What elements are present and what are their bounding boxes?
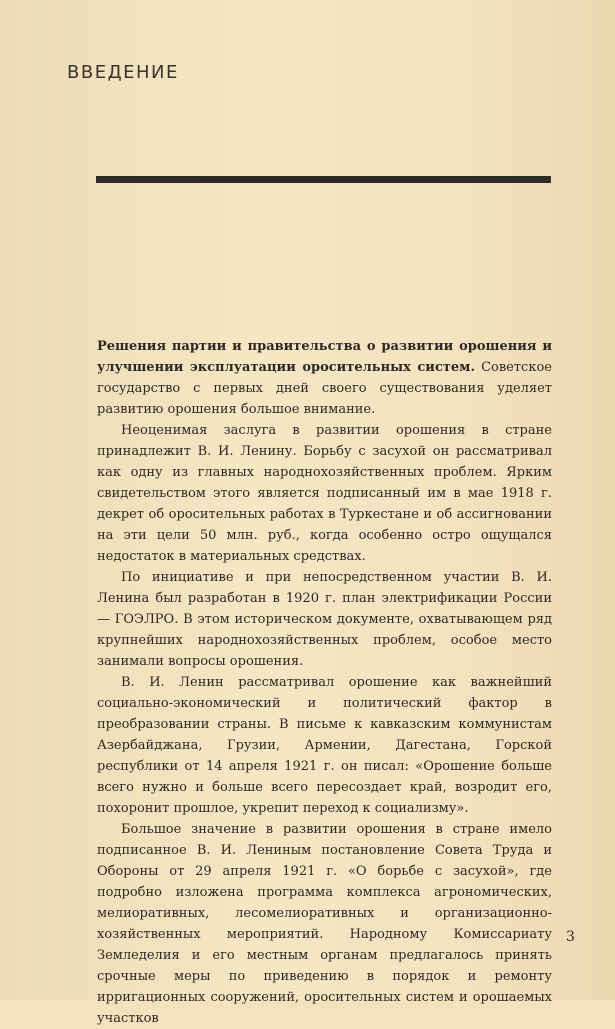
paragraph bbox=[97, 336, 552, 420]
paragraph-lead: Решения партии и правительства о развитии орошения и улучшении эксплуатации оросительных систем. bbox=[97, 339, 552, 375]
paragraph: По инициативе и при непосредственном участии В. И. Ленина был разработан в 1920 г. план электрификации России — ГОЭЛРО. В этом историческом документе, охватывающем ряд крупнейших народнохозяйственных проблем, особое место занимали вопросы орошения. bbox=[97, 570, 552, 669]
paragraph-text: Советское государство с первых дней своего существования уделяет развитию орошения большое внимание. bbox=[97, 360, 552, 417]
paragraph: В. И. Ленин рассматривал орошение как важнейший социально-экономический и политический фактор в преобразовании страны. В письме к кавказским коммунистам Азербайджана, Грузии, Армении, Дагестана, Горской республики от 14 апреля 1921 г. он писал: «Орошение больше всего нужно и больше всего пересоздает край, возродит его, похоронит прошлое, укрепит переход к социализму». bbox=[97, 675, 552, 816]
paragraph: Неоценимая заслуга в развитии орошения в стране принадлежит В. И. Ленину. Борьбу с засухой он рассматривал как одну из главных народнохозяйственных проблем. Ярким свидетельством этого является подписанный им в мае 1918 г. декрет об оросительных работах в Туркестане и об ассигновании на эти цели 50 млн. руб., когда особенно остро ощущался недостаток в материальных средствах. bbox=[97, 423, 552, 564]
body-text bbox=[97, 336, 552, 1029]
page-number: 3 bbox=[566, 929, 575, 945]
paragraph: Большое значение в развитии орошения в стране имело подписанное В. И. Лениным постановление Совета Труда и Обороны от 29 апреля 1921 г. «О борьбе с засухой», где подробно изложена программа комплекса агрономических, мелиоративных, лесомелиоративных и организационно-хозяйственных мероприятий. Народному Комиссариату Земледелия и его местным органам предлагалось принять срочные меры по приведению в порядок и ремонту ирригационных сооружений, оросительных систем и орошаемых участков bbox=[97, 822, 552, 1026]
heading-rule bbox=[96, 176, 551, 183]
section-heading: ВВЕДЕНИЕ bbox=[67, 62, 179, 83]
